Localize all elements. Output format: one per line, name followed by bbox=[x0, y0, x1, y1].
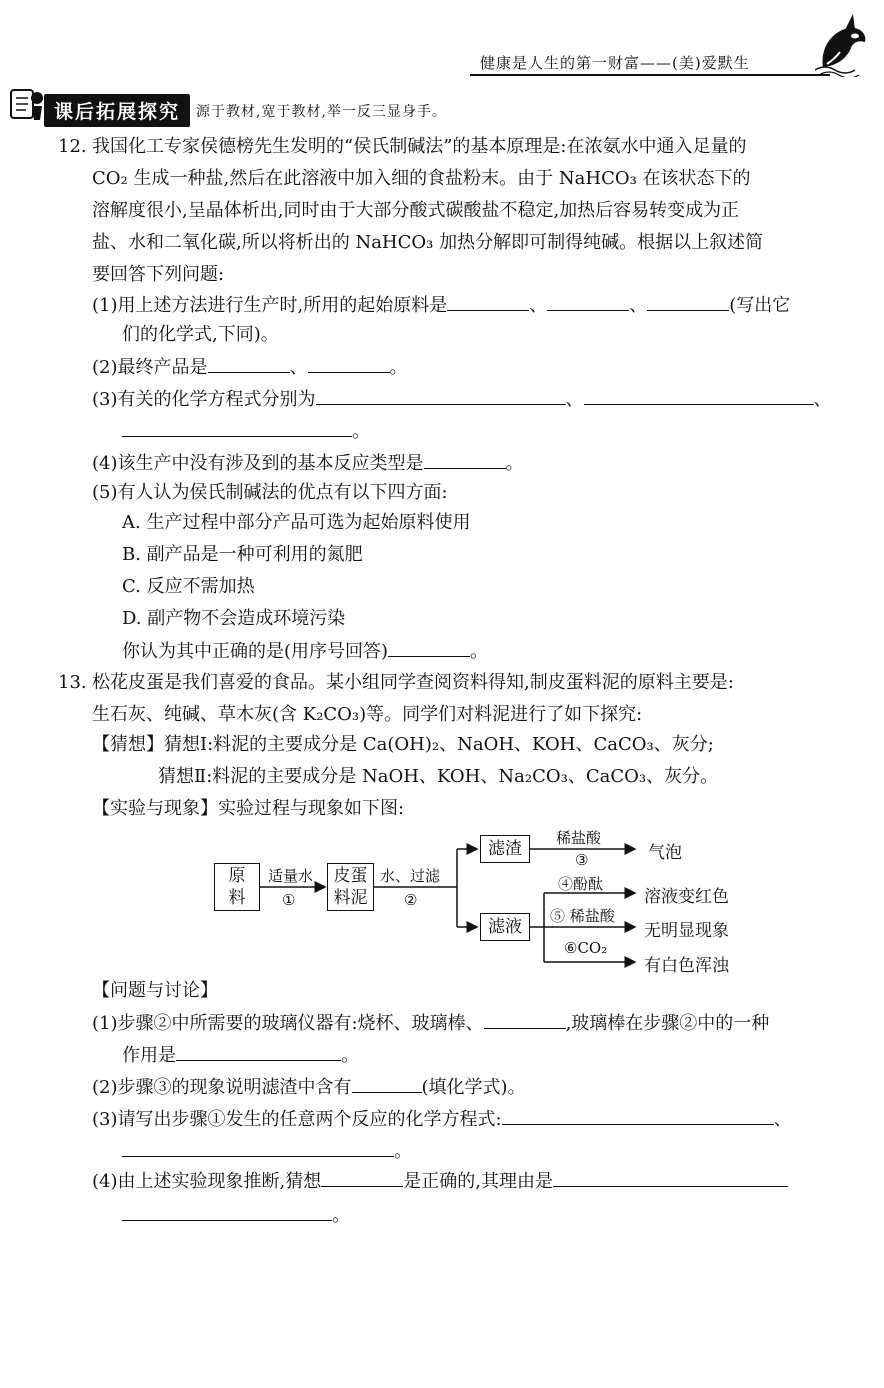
period: 。 bbox=[341, 1045, 359, 1066]
section-banner bbox=[44, 94, 447, 127]
q12-intro-line-1: 我国化工专家侯德榜先生发明的“侯氏制碱法”的基本原理是:在浓氨水中通入足量的 bbox=[92, 136, 747, 157]
q12-intro-line-3: 溶解度很小,呈晶体析出,同时由于大部分酸式碳酸盐不稳定,加热后容易转变成为正 bbox=[92, 200, 740, 221]
q13-number: 13. bbox=[58, 672, 87, 693]
flow-step3-reagent: 稀盐酸 bbox=[556, 829, 602, 847]
period: 。 bbox=[394, 1141, 412, 1162]
flow-step2-number: ② bbox=[404, 891, 418, 909]
flow-box-filtrate: 滤液 bbox=[480, 913, 530, 941]
flow-step1-number: ① bbox=[282, 891, 296, 909]
q12-number: 12. bbox=[58, 136, 87, 157]
q13-d2 bbox=[92, 1075, 526, 1100]
q12-part5-ask-text: 你认为其中正确的是(用序号回答) bbox=[122, 641, 389, 662]
q13-d1 bbox=[92, 1011, 769, 1036]
banner-title: 课后拓展探究 bbox=[44, 94, 190, 127]
q13-d4-cont bbox=[122, 1203, 350, 1228]
answer-blank[interactable] bbox=[321, 1169, 403, 1187]
q13-intro-line-1: 松花皮蛋是我们喜爱的食品。某小组同学查阅资料得知,制皮蛋料泥的原料主要是: bbox=[92, 672, 734, 693]
flow-step5-reagent: ⑤ 稀盐酸 bbox=[550, 907, 615, 925]
answer-blank[interactable] bbox=[424, 451, 506, 469]
separator: 、 bbox=[629, 295, 648, 316]
q13-d2-text: (2)步骤③的现象说明滤渣中含有 bbox=[92, 1077, 352, 1098]
q13-d4-text: (4)由上述实验现象推断,猜想 bbox=[92, 1171, 322, 1192]
separator: 、 bbox=[289, 357, 308, 378]
separator: 、 bbox=[565, 389, 584, 410]
flow-step3-number: ③ bbox=[575, 851, 589, 869]
answer-blank[interactable] bbox=[484, 1011, 566, 1029]
answer-blank[interactable] bbox=[647, 293, 729, 311]
q12-part3 bbox=[92, 387, 832, 412]
q13-d3 bbox=[92, 1107, 792, 1132]
q13-d3-text: (3)请写出步骤①发生的任意两个反应的化学方程式: bbox=[92, 1109, 502, 1130]
flow-box-egg-mud: 皮蛋 料泥 bbox=[327, 863, 374, 911]
q12-intro-line-4: 盐、水和二氧化碳,所以将析出的 NaHCO₃ 加热分解即可制得纯碱。根据以上叙述简 bbox=[92, 232, 764, 253]
answer-blank[interactable] bbox=[553, 1169, 788, 1187]
answer-blank[interactable] bbox=[584, 387, 814, 405]
separator: 、 bbox=[773, 1109, 792, 1130]
answer-blank[interactable] bbox=[502, 1107, 774, 1125]
q12-part3-cont bbox=[122, 419, 370, 444]
q12-part1-tail: (写出它 bbox=[729, 295, 791, 316]
q12-part5: (5)有人认为侯氏制碱法的优点有以下四方面: bbox=[92, 482, 448, 503]
answer-blank[interactable] bbox=[388, 639, 470, 657]
flow-box-raw-material: 原 料 bbox=[214, 863, 260, 911]
answer-blank[interactable] bbox=[176, 1043, 341, 1061]
q12-part4 bbox=[92, 451, 524, 476]
banner-subtitle: 源于教材,宽于教材,举一反三显身手。 bbox=[196, 103, 447, 120]
q12-part4-text: (4)该生产中没有涉及到的基本反应类型是 bbox=[92, 453, 424, 474]
q13-d1-cont-text: 作用是 bbox=[122, 1045, 176, 1066]
q13-d4 bbox=[92, 1169, 788, 1194]
experiment-flow-diagram bbox=[212, 825, 732, 975]
scroll-mascot-icon bbox=[8, 84, 46, 124]
separator: 、 bbox=[813, 389, 832, 410]
period: 。 bbox=[470, 641, 489, 662]
q13-d1-tail: ,玻璃棒在步骤②中的一种 bbox=[565, 1013, 770, 1034]
header-rule bbox=[470, 74, 830, 76]
flow-result-white-turbid: 有白色浑浊 bbox=[644, 956, 729, 976]
flow-step1-reagent: 适量水 bbox=[268, 867, 314, 885]
q13-guess-2: 猜想Ⅱ:料泥的主要成分是 NaOH、KOH、Na₂CO₃、CaCO₃、灰分。 bbox=[158, 766, 719, 787]
q12-option-b: B. 副产品是一种可利用的氮肥 bbox=[122, 544, 363, 565]
answer-blank[interactable] bbox=[447, 293, 529, 311]
answer-blank[interactable] bbox=[547, 293, 629, 311]
flow-result-no-change: 无明显现象 bbox=[644, 921, 729, 941]
q13-intro-line-2: 生石灰、纯碱、草木灰(含 K₂CO₃)等。同学们对料泥进行了如下探究: bbox=[92, 704, 643, 725]
orca-logo-icon bbox=[815, 12, 870, 77]
answer-blank[interactable] bbox=[208, 355, 290, 373]
q12-option-d: D. 副产物不会造成环境污染 bbox=[122, 608, 346, 629]
q13-experiment-label: 【实验与现象】实验过程与现象如下图: bbox=[92, 798, 405, 819]
period: 。 bbox=[332, 1205, 350, 1226]
q12-option-a: A. 生产过程中部分产品可选为起始原料使用 bbox=[122, 512, 471, 533]
q13-d4-mid: 是正确的,其理由是 bbox=[403, 1171, 553, 1192]
q13-discussion-label: 【问题与讨论】 bbox=[92, 980, 218, 1001]
q12-part1-text: (1)用上述方法进行生产时,所用的起始原料是 bbox=[92, 295, 448, 316]
q12-intro-line-2: CO₂ 生成一种盐,然后在此溶液中加入细的食盐粉末。由于 NaHCO₃ 在该状态下的 bbox=[92, 168, 751, 189]
flow-step4-reagent: ④酚酞 bbox=[558, 875, 604, 893]
q13-d3-cont bbox=[122, 1139, 412, 1164]
period: 。 bbox=[389, 357, 408, 378]
q12-intro-line-5: 要回答下列问题: bbox=[92, 264, 225, 285]
q12-part3-text: (3)有关的化学方程式分别为 bbox=[92, 389, 316, 410]
q12-part5-ask bbox=[122, 639, 488, 664]
header-motto: 健康是人生的第一财富——(美)爱默生 bbox=[480, 54, 750, 72]
q13-d1-cont bbox=[122, 1043, 359, 1068]
answer-blank[interactable] bbox=[316, 387, 566, 405]
flow-step6-reagent: ⑥CO₂ bbox=[564, 939, 608, 957]
answer-blank[interactable] bbox=[352, 1075, 422, 1093]
flow-result-red: 溶液变红色 bbox=[644, 887, 729, 907]
q12-part2 bbox=[92, 355, 408, 380]
flow-box-residue: 滤渣 bbox=[480, 835, 530, 863]
q12-part2-text: (2)最终产品是 bbox=[92, 357, 208, 378]
q12-part1 bbox=[92, 293, 790, 318]
period: 。 bbox=[505, 453, 524, 474]
answer-blank[interactable] bbox=[122, 419, 352, 437]
q13-d2-tail: (填化学式)。 bbox=[421, 1077, 526, 1098]
separator: 、 bbox=[529, 295, 548, 316]
answer-blank[interactable] bbox=[308, 355, 390, 373]
q12-option-c: C. 反应不需加热 bbox=[122, 576, 255, 597]
q12-part1-cont: 们的化学式,下同)。 bbox=[122, 324, 279, 345]
q13-guess-1: 【猜想】猜想Ⅰ:料泥的主要成分是 Ca(OH)₂、NaOH、KOH、CaCO₃、灰分; bbox=[92, 734, 714, 755]
flow-step2-reagent: 水、过滤 bbox=[380, 867, 441, 885]
answer-blank[interactable] bbox=[122, 1139, 394, 1157]
flow-result-bubbles: 气泡 bbox=[648, 843, 682, 863]
answer-blank[interactable] bbox=[122, 1203, 332, 1221]
period: 。 bbox=[352, 421, 370, 442]
q13-d1-text: (1)步骤②中所需要的玻璃仪器有:烧杯、玻璃棒、 bbox=[92, 1013, 484, 1034]
